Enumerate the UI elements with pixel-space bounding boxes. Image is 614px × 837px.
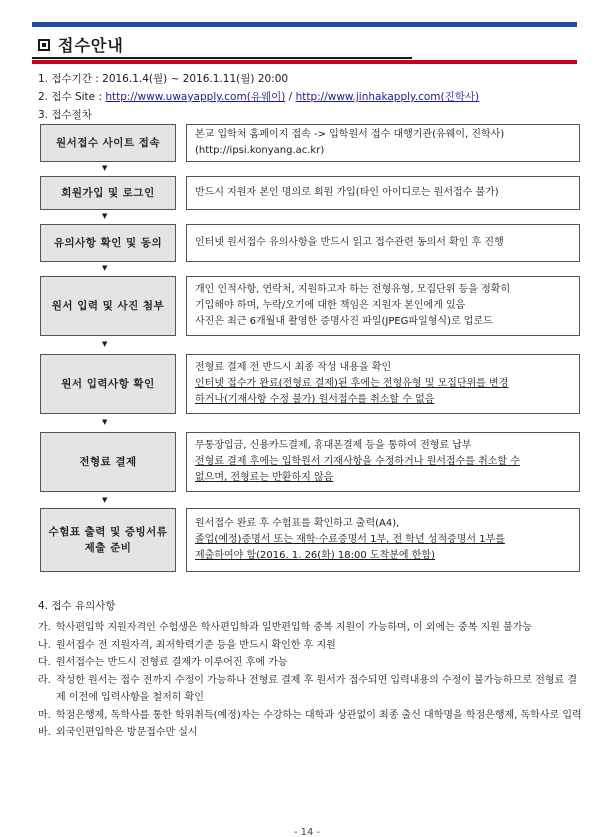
site-label: 2. 접수 Site :	[38, 91, 106, 103]
step-line: 개인 인적사항, 연락처, 지원하고자 하는 전형유형, 모집단위 등을 정확히	[195, 284, 511, 295]
step-line: 인터넷 원서접수 유의사항을 반드시 읽고 접수관련 동의서 확인 후 진행	[195, 237, 504, 248]
note-text: 원서접수는 반드시 전형료 결제가 이루어진 후에 가능	[56, 657, 288, 669]
step-line: 사진은 최근 6개월내 촬영한 증명사진 파일(JPEG파일형식)로 업로드	[195, 316, 493, 327]
note-marker: 바.	[38, 727, 51, 739]
note-item	[38, 672, 583, 707]
note-marker: 다.	[38, 657, 51, 669]
notes-section	[38, 597, 583, 742]
step-description	[186, 276, 580, 336]
step-line-underlined: 인터넷 접수가 완료(전형료 결제)된 후에는 전형유형 및 모집단위를 변경	[195, 378, 509, 389]
step-row	[40, 276, 580, 336]
step-line-underlined: 전형료 결제 후에는 입학원서 기재사항을 수정하거나 원서접수를 취소할 수	[195, 456, 520, 467]
note-text: 학점은행제, 독학사를 통한 학위취득(예정)자는 수강하는 대학과 상관없이 최종 출신 대학명을 학점은행제, 독학사로 입력	[56, 709, 582, 721]
step-line-underlined: 없으며, 전형료는 반환하지 않음	[195, 472, 334, 483]
step-row	[40, 432, 580, 492]
step-row	[40, 124, 580, 162]
step-label: 수험표 출력 및 증빙서류제출 준비	[40, 508, 176, 572]
step-label: 전형료 결제	[40, 432, 176, 492]
note-text: 외국인편입학은 방문접수만 실시	[56, 727, 198, 739]
section-title	[38, 33, 124, 56]
procedure-heading: 3. 접수절차	[38, 109, 92, 121]
step-line: 전형료 결제 전 반드시 최종 작성 내용을 확인	[195, 362, 392, 373]
note-item	[38, 724, 583, 742]
step-description	[186, 176, 580, 210]
step-line: 반드시 지원자 본인 명의로 회원 가입(타인 아이디로는 원서접수 불가)	[195, 187, 499, 198]
square-bullet-icon	[38, 39, 50, 51]
page-title: 접수안내	[58, 36, 124, 55]
period-line	[38, 71, 288, 86]
note-item	[38, 654, 583, 672]
notes-heading: 4. 접수 유의사항	[38, 600, 116, 612]
note-text: 원서접수 전 지원자격, 최저학력기준 등을 반드시 확인한 후 지원	[56, 639, 336, 651]
note-marker: 나.	[38, 639, 51, 651]
note-text: 작성한 원서는 접수 전까지 수정이 가능하나 전형료 결제 후 원서가 접수되면 입력내용의 수정이 불가능하므로 전형료 결제 이전에 입력사항을 철저히 확인	[56, 674, 578, 704]
arrow-down-icon: ▼	[102, 164, 108, 172]
step-line-underlined: 졸업(예정)증명서 또는 재학·수료증명서 1부, 전 학년 성적증명서 1부를	[195, 534, 505, 545]
arrow-down-icon: ▼	[102, 340, 108, 348]
step-label: 회원가입 및 로그인	[40, 176, 176, 210]
note-item	[38, 637, 583, 655]
step-line: (http://ipsi.konyang.ac.kr)	[195, 145, 325, 156]
note-marker: 마.	[38, 709, 51, 721]
step-row	[40, 224, 580, 262]
note-item	[38, 707, 583, 725]
uway-link[interactable]: http://www.uwayapply.com(유웨이)	[105, 91, 286, 103]
step-description	[186, 224, 580, 262]
note-marker: 라.	[38, 674, 51, 686]
step-description	[186, 124, 580, 162]
red-rule	[32, 60, 577, 64]
blue-rule	[32, 22, 577, 27]
step-line: 원서접수 완료 후 수험표를 확인하고 출력(A4),	[195, 518, 400, 529]
step-label: 원서접수 사이트 접속	[40, 124, 176, 162]
step-label: 원서 입력 및 사진 첨부	[40, 276, 176, 336]
note-text: 학사편입학 지원자격인 수험생은 학사편입학과 일반편입학 중복 지원이 가능하며, 이 외에는 중복 지원 불가능	[56, 622, 533, 634]
header-bottom-bar	[32, 57, 577, 64]
step-line-underlined: 하거나(기재사항 수정 불가) 원서접수를 취소할 수 없음	[195, 394, 435, 405]
step-description	[186, 432, 580, 492]
site-line	[38, 89, 479, 104]
note-marker: 가.	[38, 622, 51, 634]
step-row	[40, 354, 580, 414]
step-label: 원서 입력사항 확인	[40, 354, 176, 414]
arrow-down-icon: ▼	[102, 264, 108, 272]
site-separator: /	[285, 91, 296, 103]
arrow-down-icon: ▼	[102, 496, 108, 504]
period-value: 2016.1.4(월) ~ 2016.1.11(월) 20:00	[102, 73, 289, 85]
step-line: 기입해야 하며, 누락/오기에 대한 책임은 지원자 본인에게 있음	[195, 300, 466, 311]
step-row	[40, 176, 580, 210]
step-row	[40, 508, 580, 572]
arrow-down-icon: ▼	[102, 212, 108, 220]
step-line-underlined: 제출하여야 함(2016. 1. 26(화) 18:00 도착분에 한함)	[195, 550, 435, 561]
step-label: 유의사항 확인 및 동의	[40, 224, 176, 262]
jinhak-link[interactable]: http://www.jinhakapply.com(진학사)	[295, 91, 480, 103]
step-description	[186, 508, 580, 572]
page-number: - 14 -	[293, 827, 321, 837]
step-line: 본교 입학처 홈페이지 접속 -> 입학원서 접수 대행기관(유웨이, 진학사)	[195, 129, 505, 140]
step-line: 무통장입금, 신용카드결제, 휴대폰결제 등을 통하여 전형료 납부	[195, 440, 472, 451]
black-rule	[32, 57, 412, 59]
step-description	[186, 354, 580, 414]
period-label: 1. 접수기간 :	[38, 73, 103, 85]
header-top-bar	[32, 22, 577, 27]
arrow-down-icon: ▼	[102, 418, 108, 426]
note-item	[38, 619, 583, 637]
